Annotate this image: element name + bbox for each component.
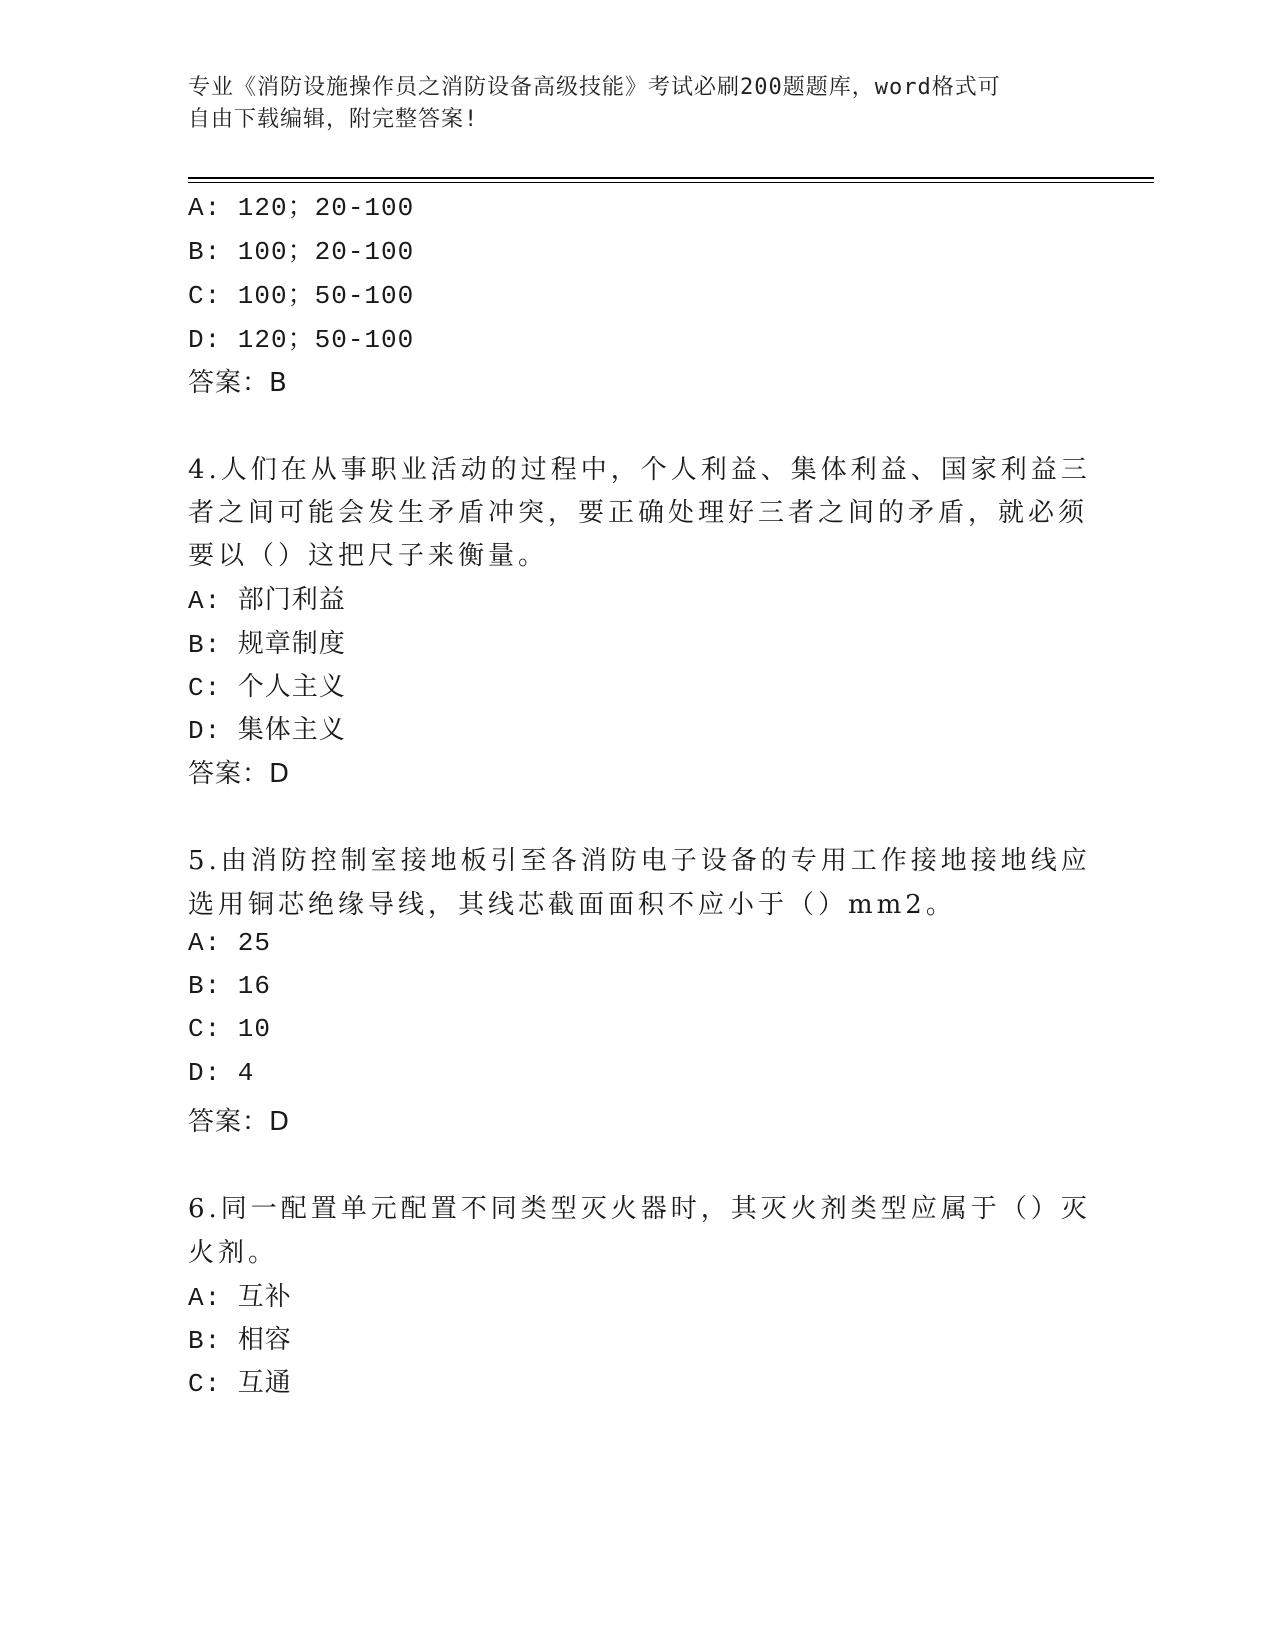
- q3-option-d: D: 120；50-100: [188, 325, 415, 355]
- q4-option-c: C: 个人主义: [188, 673, 346, 703]
- header-line-2: 自由下载编辑，附完整答案!: [188, 107, 479, 132]
- q5-option-b: B: 16: [188, 971, 272, 1001]
- q3-option-c: C: 100；50-100: [188, 281, 415, 311]
- q6-option-b: B: 相容: [188, 1326, 292, 1356]
- q5-answer: 答案：D: [188, 1107, 291, 1137]
- header-rule-thick: [188, 177, 1154, 179]
- q4-text-line-3: 要以（）这把尺子来衡量。: [188, 541, 549, 571]
- q3-answer: 答案：B: [188, 368, 288, 398]
- q4-option-a: A: 部门利益: [188, 586, 346, 616]
- header-rule-thin: [188, 182, 1154, 183]
- q6-option-c: C: 互通: [188, 1369, 292, 1399]
- q5-text-line-2: 选用铜芯绝缘导线，其线芯截面面积不应小于（）mm2。: [188, 890, 956, 920]
- q4-option-b: B: 规章制度: [188, 630, 346, 660]
- q4-answer: 答案：D: [188, 759, 291, 789]
- q5-option-a: A: 25: [188, 928, 272, 958]
- q4-text-line-2: 者之间可能会发生矛盾冲突，要正确处理好三者之间的矛盾，就必须: [188, 498, 1089, 528]
- q6-text-line-2: 火剂。: [188, 1238, 279, 1268]
- q4-text-line-1: 4.人们在从事职业活动的过程中，个人利益、集体利益、国家利益三: [188, 455, 1091, 485]
- header-line-1: 专业《消防设施操作员之消防设备高级技能》考试必刷200题题库，word格式可: [188, 75, 1001, 100]
- q6-option-a: A: 互补: [188, 1283, 292, 1313]
- q5-option-c: C: 10: [188, 1014, 272, 1044]
- q4-option-d: D: 集体主义: [188, 716, 346, 746]
- q5-option-d: D: 4: [188, 1058, 255, 1088]
- q6-text-line-1: 6.同一配置单元配置不同类型灭火器时，其灭火剂类型应属于（）灭: [188, 1194, 1091, 1224]
- document-header: [188, 72, 1068, 136]
- q3-option-a: A: 120；20-100: [188, 193, 415, 223]
- q5-text-line-1: 5.由消防控制室接地板引至各消防电子设备的专用工作接地接地线应: [188, 846, 1091, 876]
- q3-option-b: B: 100；20-100: [188, 237, 415, 267]
